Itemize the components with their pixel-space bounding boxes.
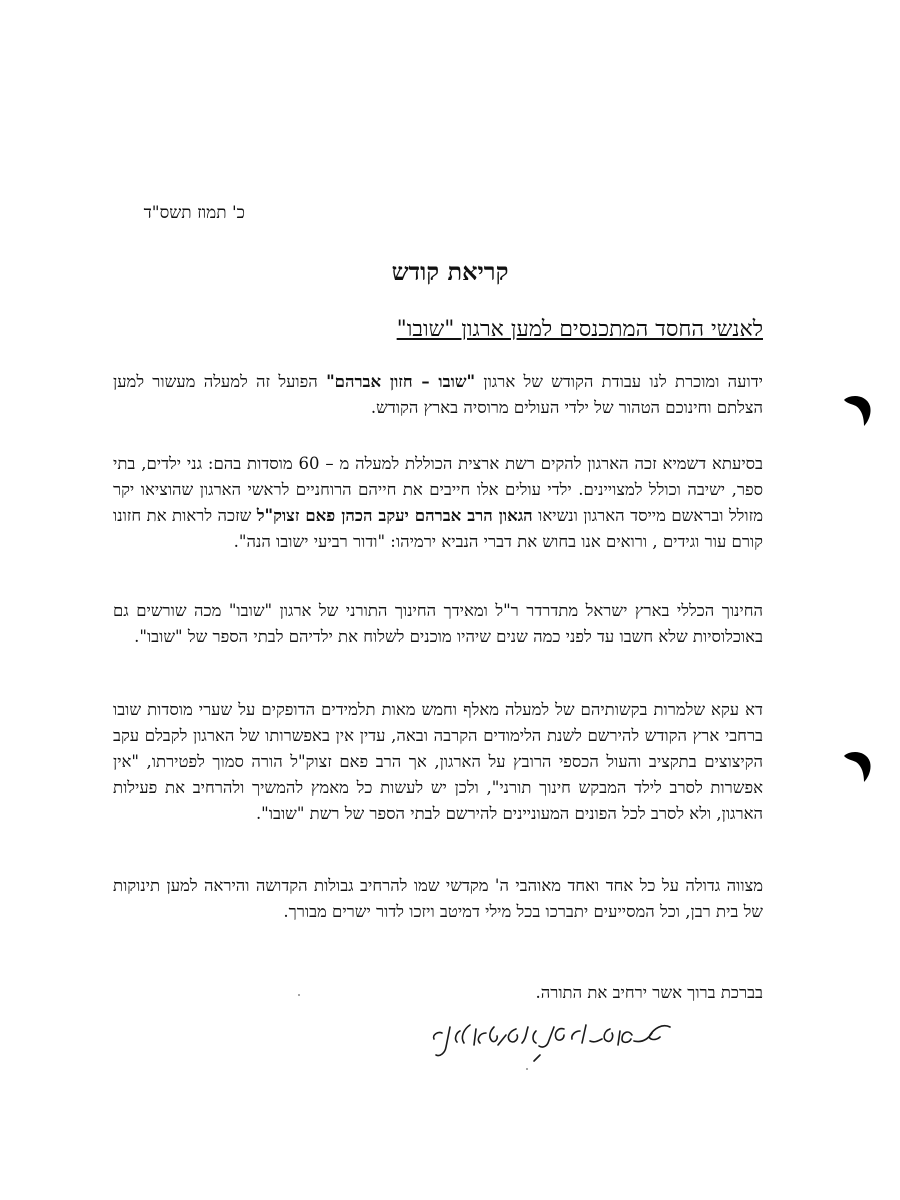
paragraph-1-text-a: ידועה ומוכרת לנו עבודת הקודש של ארגון <box>475 372 763 391</box>
signature-scribble-icon <box>420 1005 675 1075</box>
letter-title: קריאת קודש <box>391 257 509 286</box>
paper-speck <box>526 1068 528 1070</box>
binder-hole-mark-icon <box>842 392 872 428</box>
closing-blessing: בברכת ברוך אשר ירחיב את התורה. <box>535 983 763 1002</box>
paragraph-5: מצווה גדולה על כל אחד ואחד מאוהבי ה' מקדשי שמו להרחיב גבולות הקדושה והיראה למען תינוקות של בית רבן, וכל המסייעים יתברכו בכל מילי דמיטב ויזכו לדור ישרים מבורך. <box>113 876 763 921</box>
paragraph-4: דא עקא שלמרות בקשותיהם של למעלה מאלף וחמש מאות תלמידים הדופקים על שערי מוסדות שובו ברחבי ארץ הקודש להירשם לשנת הלימודים הקרבה ובאה, עדין אין באפשרותו של הארגון לקבלם עקב הקיצוצים בתקציב והעול הכספי הרובץ על הארגון, אך הרב פאם זצוק"ל הורה סמוך לפטירתו, "אין אפשרות לסרב לילד המבקש חינוך תורני", ולכן יש לעשות כל מאמץ להמשיך ולהרחיב את פעילות הארגון, ולא לסרב לכל הפונים המעוניינים להירשם לבתי הספר של רשת "שובו". <box>113 700 763 823</box>
paragraph-2 <box>113 451 763 555</box>
paragraph-1 <box>113 369 763 421</box>
paragraph-2-bold-rabbi-name: הגאון הרב אברהם יעקב הכהן פאם זצוק"ל <box>256 506 533 525</box>
handwritten-signature <box>420 1005 675 1075</box>
paper-speck <box>298 994 300 996</box>
paragraph-1-bold-org-name: "שובו – חזון אברהם" <box>326 372 476 391</box>
paragraph-2-text-a: בסיעתא דשמיא זכה הארגון להקים רשת ארצית הכוללת למעלה מ – 60 מוסדות בהם: גני ילדים, בתי ספר, ישיבה וכולל למצויינים. ילדי עולים אלו חייבים את חייהם הרוחניים לראשי הארגון שהוציאו יקר מזולל ובראשם מייסד הארגון ונשיאו <box>113 454 763 525</box>
paragraph-3: החינוך הכללי בארץ ישראל מתדרדר ר"ל ומאידך החינוך התורני של ארגון "שובו" מכה שורשים גם באוכלוסיות שלא חשבו עד לפני כמה שנים שיהיו מוכנים לשלוח את ילדיהם לבתי הספר של "שובו". <box>113 601 763 646</box>
binder-hole-mark-icon <box>842 748 872 784</box>
paragraph-1-text-c: הפועל זה למעלה מעשור למען הצלתם וחינוכם הטהור של ילדי העולים מרוסיה בארץ הקודש. <box>113 372 763 417</box>
paragraph-2-text-c: שזכה לראות את חזונו קורם עור וגידים , ורואים אנו בחוש את דברי הנביא ירמיהו: "ודור רביעי ישובו הנה". <box>113 506 763 551</box>
letter-subtitle: לאנשי החסד המתכנסים למען ארגון "שובו" <box>396 317 763 342</box>
letter-date: כ' תמוז תשס"ד <box>143 203 245 223</box>
